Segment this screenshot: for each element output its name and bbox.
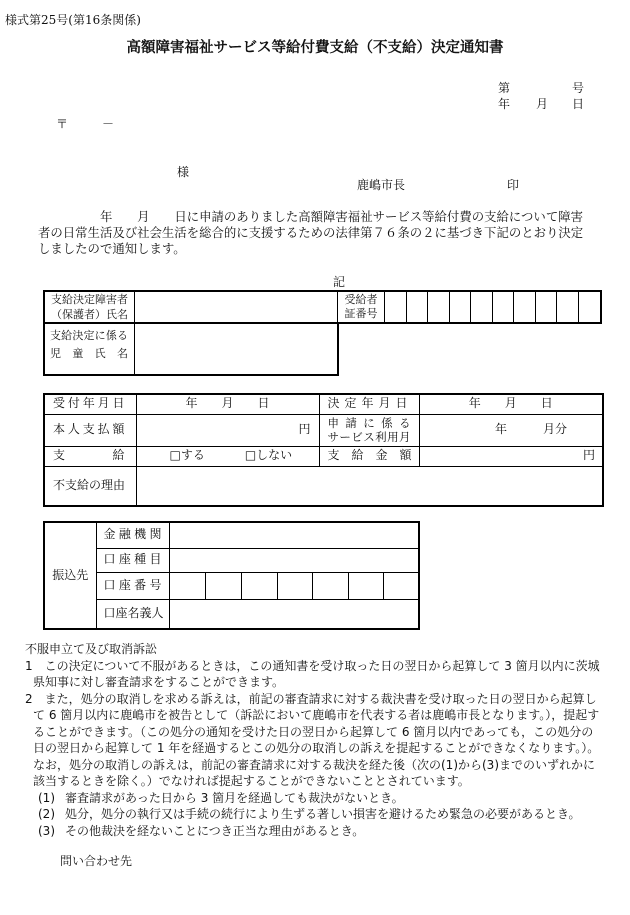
document-date-year: 年 [498, 97, 511, 111]
amount-label: 支 給 金 額 [319, 446, 419, 466]
option-yes-checkbox: □する [169, 448, 205, 463]
certificate-digit-box [385, 292, 407, 322]
child-label-line2: 児 童 氏 名 [50, 347, 128, 360]
sub-item-text: 審査請求があった日から 3 箇月を経過しても裁決がないとき。 [65, 790, 404, 805]
sub-item-number: (2) [38, 807, 55, 821]
certificate-digit-box [579, 292, 601, 322]
service-month-value: 年 月分 [419, 414, 603, 446]
self-pay-unit: 円 [136, 414, 319, 446]
appeal-section [25, 641, 605, 870]
account-digit-box [348, 572, 383, 599]
bank-label: 金融機関 [96, 522, 169, 548]
account-digit-box [277, 572, 312, 599]
table-row [44, 446, 603, 466]
ki-heading: 記 [333, 275, 346, 289]
service-month-label [319, 414, 419, 446]
bank-field [169, 522, 419, 548]
postal-dash: － [102, 117, 115, 131]
account-number-label: 口座番号 [96, 572, 169, 599]
appeal-sub-item [38, 806, 605, 823]
decided-date-value: 年 月 日 [419, 394, 603, 414]
account-digit-box [241, 572, 277, 599]
table-row [44, 548, 419, 572]
certificate-digit-box [450, 292, 472, 322]
sub-item-number: (1) [38, 790, 55, 805]
table-row [44, 414, 603, 446]
decision-table [43, 393, 604, 507]
payment-label: 支 給 [44, 446, 136, 466]
account-type-field [169, 548, 419, 572]
certificate-digit-box [493, 292, 515, 322]
certificate-digit-box [514, 292, 536, 322]
document-number-suffix: 号 [572, 81, 585, 95]
applicant-name-field [135, 292, 338, 322]
recipient-table-row-child [43, 324, 339, 376]
applicant-label-line1: 支給決定障害者 [51, 293, 128, 306]
document-title: 高額障害福祉サービス等給付費支給（不支給）決定通知書 [126, 40, 504, 56]
certificate-digit-box [557, 292, 579, 322]
account-digit-box [312, 572, 348, 599]
child-label-line1: 支給決定に係る [50, 329, 128, 342]
sub-item-text: その他裁決を経ないことにつき正当な理由があるとき。 [65, 823, 365, 838]
certificate-label-line2: 証番号 [344, 307, 378, 320]
contact-label: 問い合わせ先 [60, 854, 133, 868]
account-digit-box [205, 572, 241, 599]
notice-paragraph: 年 月 日に申請のありました高額障害福祉サービス等給付費の支給について障害者の日常生活及び社会生活を総合的に支援するための法律第７６条の２に基づき下記のとおり決定しましたので通知します。 [38, 209, 584, 256]
form-number: 様式第25号(第16条関係) [5, 13, 141, 27]
service-month-label-line1: 申請に係る [327, 416, 411, 430]
document-date-day: 日 [572, 97, 585, 111]
table-row [44, 466, 603, 506]
table-row [44, 522, 419, 548]
table-row [44, 599, 419, 629]
payment-options [136, 446, 319, 466]
account-holder-label: 口座名義人 [96, 599, 169, 629]
appeal-heading: 不服申立て及び取消訴訟 [25, 642, 158, 656]
sub-item-number: (3) [38, 823, 55, 838]
table-row [44, 572, 419, 599]
account-digit-box [383, 572, 419, 599]
postal-mark: 〒 [56, 117, 69, 131]
appeal-sub-item [38, 790, 605, 807]
certificate-label-line1: 受給者 [344, 293, 378, 306]
document-date-month: 月 [536, 97, 549, 111]
decided-date-label: 決定年月日 [319, 394, 419, 414]
transfer-table [43, 521, 420, 630]
appeal-sub-item [38, 823, 605, 840]
received-date-label: 受付年月日 [44, 394, 136, 414]
self-pay-label: 本人支払額 [44, 414, 136, 446]
certificate-digit-box [471, 292, 493, 322]
certificate-label [338, 292, 385, 322]
account-type-label: 口座種目 [96, 548, 169, 572]
certificate-digit-box [536, 292, 558, 322]
table-row [44, 394, 603, 414]
sub-item-text: 処分，処分の執行又は手続の続行により生ずる著しい損害を避けるため緊急の必要があるとき。 [65, 807, 581, 821]
reason-label: 不支給の理由 [44, 466, 136, 506]
certificate-digit-box [428, 292, 450, 322]
applicant-label-line2: （保護者）氏名 [51, 308, 128, 321]
received-date-value: 年 月 日 [136, 394, 319, 414]
sender-name: 鹿嶋市長 [357, 178, 406, 192]
appeal-item-1: 1 この決定について不服があるときは，この通知書を受け取った日の翌日から起算して 3 箇月以内に茨城県知事に対し審査請求をすることができます。 [25, 658, 600, 689]
sender-seal: 印 [507, 178, 520, 192]
amount-unit: 円 [419, 446, 603, 466]
recipient-honorific: 様 [177, 165, 190, 179]
reason-field [136, 466, 603, 506]
child-label [45, 324, 135, 374]
account-holder-field [169, 599, 419, 629]
applicant-label [45, 292, 135, 322]
appeal-item-2: 2 また，処分の取消しを求める訴えは，前記の審査請求に対する裁決書を受け取った日の翌日から起算して 6 箇月以内に鹿嶋市を被告として（訴訟において鹿嶋市を代表する者は鹿嶋市長となります。），提起することができます。（この処分の通知を受けた日の翌日から起算して 6 箇月以内であっても，この処分の日の翌日から起算して 1 年を経過するとこの処分の取消しの訴えを提起することができなくなります。）。なお，処分の取消しの訴えは，前記の審査請求に対する裁決を経た後（次の(1)から(3)までのいずれかに該当するときを除く。）でなければ提起することができないこととされています。 [25, 691, 600, 788]
service-month-label-line2: サービス利用月 [327, 430, 411, 444]
transfer-label: 振込先 [44, 522, 96, 629]
option-no-checkbox: □しない [244, 448, 293, 463]
account-digit-box [169, 572, 205, 599]
recipient-table-row-applicant [43, 290, 602, 324]
document-number-prefix: 第 [498, 81, 511, 95]
certificate-digit-box [407, 292, 429, 322]
